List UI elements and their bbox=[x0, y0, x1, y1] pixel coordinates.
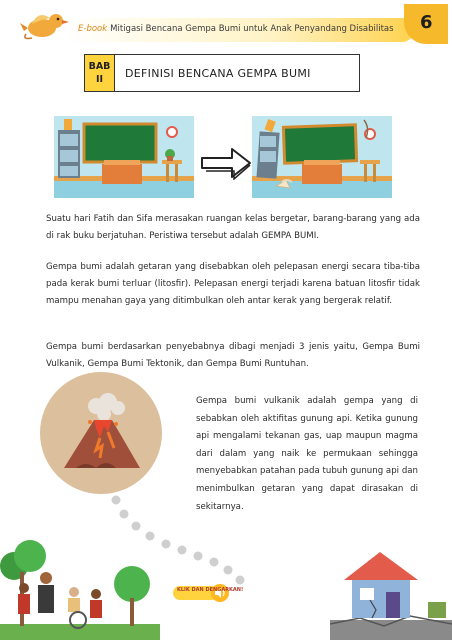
intro-paragraph: Suatu hari Fatih dan Sifa merasakan ruangan kelas bergetar, barang-barang yang ada di rak buku berjatuhan. Peristiwa tersebut adalah GEMPA BUMI. bbox=[46, 214, 420, 241]
bab-label: BAB bbox=[88, 61, 111, 72]
types-paragraph: Gempa bumi berdasarkan penyebabnya dibagi menjadi 3 jenis yaitu, Gempa Bumi Vulkanik, Gempa Bumi Tektonik, dan Gempa Bumi Runtuhan. bbox=[46, 342, 420, 369]
listen-audio-button[interactable] bbox=[172, 583, 230, 603]
arrow-right-icon bbox=[200, 146, 252, 180]
chapter-heading bbox=[84, 54, 360, 92]
header-title bbox=[78, 24, 394, 34]
definition-paragraph: Gempa bumi adalah getaran yang disebabkan oleh pelepasan energi secara tiba-tiba pada kerak bumi terluar (litosfir). Pelepasan energi terjadi karena batuan litosfir tidak mampu menahan gaya yang ditimbulkan oleh antar kerak yang bergerak relatif. bbox=[46, 262, 420, 306]
classroom-shaking-illustration bbox=[252, 116, 392, 198]
house-icon bbox=[330, 540, 452, 640]
volcano-icon bbox=[56, 392, 146, 478]
page-number: 6 bbox=[420, 12, 433, 33]
children-group-illustration bbox=[0, 532, 160, 640]
ebook-label: E-book bbox=[78, 24, 108, 34]
page-header bbox=[0, 0, 452, 48]
chapter-number-box bbox=[85, 55, 115, 91]
listen-button-label: KLIK DAN DENGARKAN! bbox=[177, 587, 244, 593]
book-title: Mitigasi Bencana Gempa Bumi untuk Anak Penyandang Disabilitas bbox=[110, 24, 394, 34]
bab-number: II bbox=[95, 74, 104, 85]
bird-icon bbox=[18, 4, 70, 44]
classroom-calm-illustration bbox=[54, 116, 194, 198]
chapter-title: DEFINISI BENCANA GEMPA BUMI bbox=[125, 66, 311, 80]
volcanic-earthquake-paragraph: Gempa bumi vulkanik adalah gempa yang di sebabkan oleh aktifitas gunung api. Ketika gunung api mengalami tekanan gas, uap maupun magma dari dalam yang naik ke permukaan sehingga menyebabkan patahan pada tubuh gunung api dan menimbulkan getaran yang dapat dirasakan di sekitarnya. bbox=[196, 396, 418, 512]
